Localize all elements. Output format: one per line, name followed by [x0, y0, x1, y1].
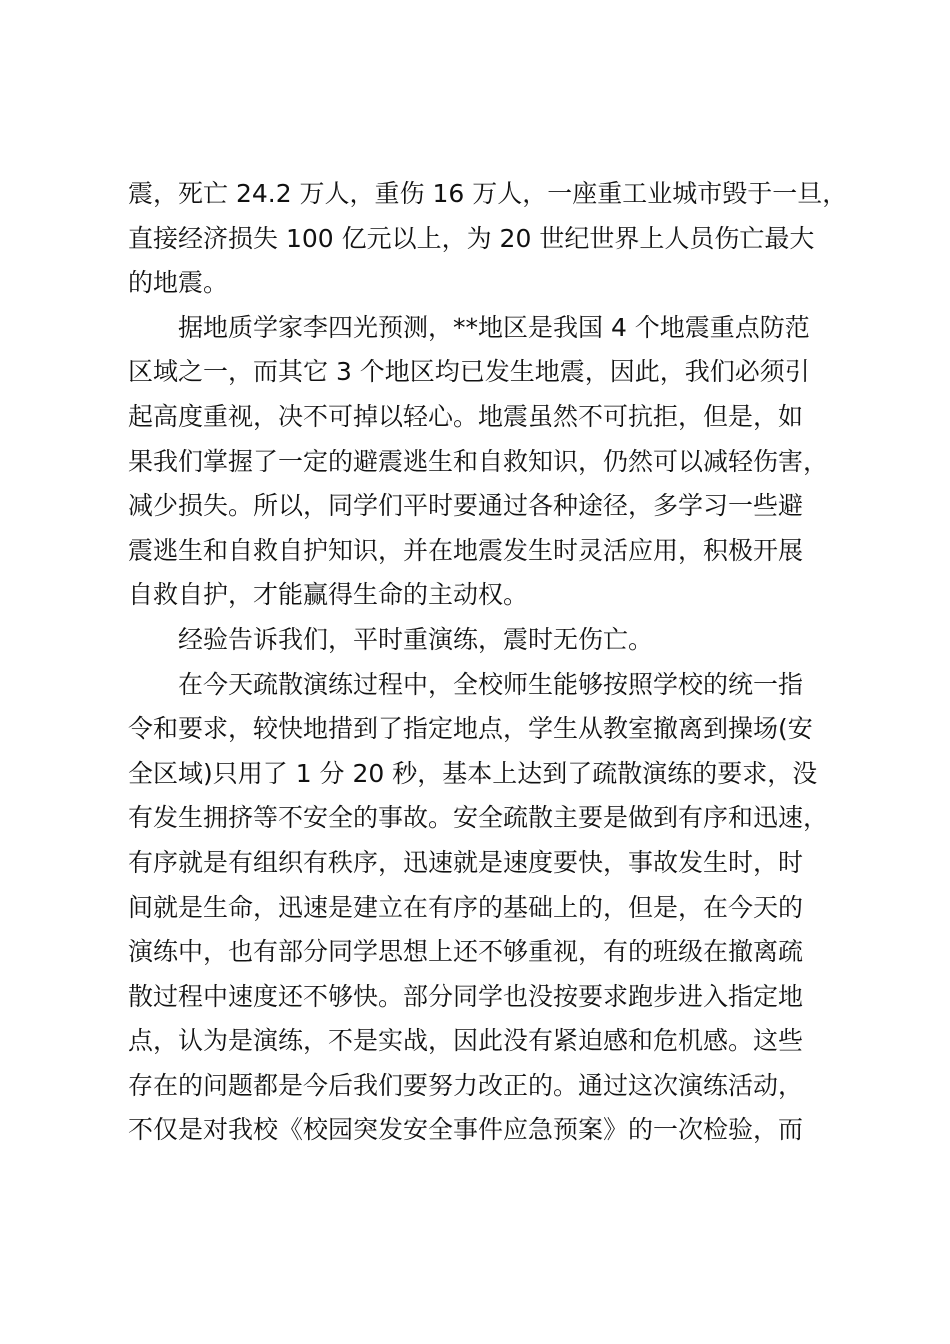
text-line: 果我们掌握了一定的避震逃生和自救知识，仍然可以减轻伤害， — [128, 446, 829, 476]
text-line: 令和要求，较快地措到了指定地点，学生从教室撤离到操场(安 — [128, 714, 813, 744]
text-line: 直接经济损失 100 亿元以上，为 20 世纪世界上人员伤亡最大 — [128, 223, 815, 253]
text-line: 区域之一，而其它 3 个地区均已发生地震，因此，我们必须引 — [128, 357, 810, 387]
text-line: 散过程中速度还不够快。部分同学也没按要求跑步进入指定地 — [128, 981, 804, 1011]
text-line: 间就是生命，迅速是建立在有序的基础上的，但是，在今天的 — [128, 892, 804, 922]
text-line: 起高度重视，决不可掉以轻心。地震虽然不可抗拒，但是，如 — [128, 401, 804, 431]
text-line: 演练中，也有部分同学思想上还不够重视，有的班级在撤离疏 — [128, 937, 804, 967]
text-line: 有发生拥挤等不安全的事故。安全疏散主要是做到有序和迅速， — [128, 803, 829, 833]
text-line: 存在的问题都是今后我们要努力改正的。通过这次演练活动， — [128, 1070, 804, 1100]
text-line: 据地质学家李四光预测，**地区是我国 4 个地震重点防范 — [178, 312, 810, 342]
text-line: 减少损失。所以，同学们平时要通过各种途径，多学习一些避 — [128, 491, 804, 521]
text-line: 自救自护，才能赢得生命的主动权。 — [128, 580, 529, 610]
text-line: 全区域)只用了 1 分 20 秒，基本上达到了疏散演练的要求，没 — [128, 758, 818, 788]
text-line: 在今天疏散演练过程中，全校师生能够按照学校的统一指 — [178, 669, 804, 699]
text-line: 经验告诉我们，平时重演练，震时无伤亡。 — [178, 624, 654, 654]
body-text — [128, 172, 858, 1153]
text-line: 不仅是对我校《校园突发安全事件应急预案》的一次检验，而 — [128, 1115, 804, 1145]
text-line: 有序就是有组织有秩序，迅速就是速度要快，事故发生时，时 — [128, 847, 804, 877]
text-line: 震，死亡 24.2 万人，重伤 16 万人，一座重工业城市毁于一旦， — [128, 179, 848, 208]
text-line: 点，认为是演练，不是实战，因此没有紧迫感和危机感。这些 — [128, 1026, 804, 1056]
text-line: 的地震。 — [128, 268, 229, 298]
text-line: 震逃生和自救自护知识，并在地震发生时灵活应用，积极开展 — [128, 535, 804, 565]
